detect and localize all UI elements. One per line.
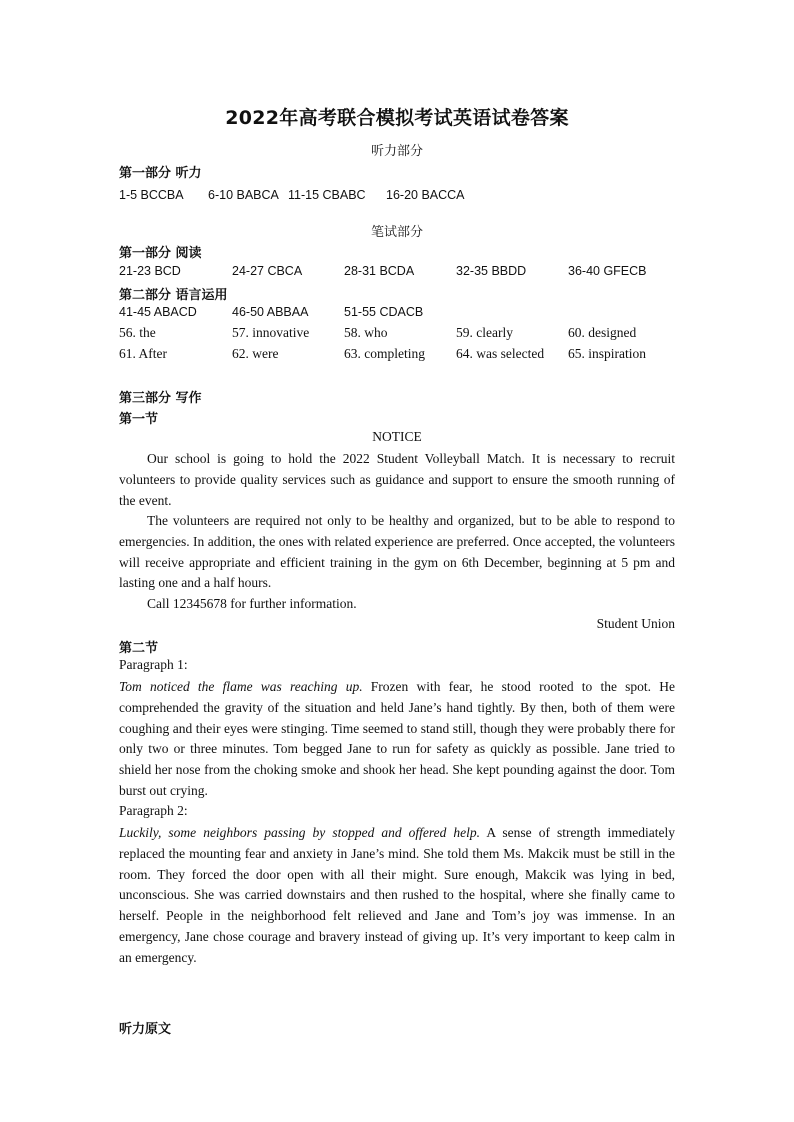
grammar-answer: 59. clearly: [456, 325, 513, 340]
cloze-answer: 46-50 ABBAA: [232, 305, 309, 319]
reading-answer: 28-31 BCDA: [344, 264, 415, 278]
written-section-label: 笔试部分: [370, 225, 423, 240]
language-use-heading: 第二部分 语言运用: [119, 288, 228, 303]
grammar-answer: 63. completing: [344, 346, 425, 361]
grammar-answer: 65. inspiration: [568, 346, 646, 361]
paragraph1-label: Paragraph 1:: [119, 657, 188, 672]
paragraph2-text: [119, 823, 675, 969]
paragraph2-body: A sense of strength immediately replaced the mounting fear and anxiety in Jane’s mind. She told them Ms. Makcik must be still in the room. They forced the door open with all their might. Sure enough, Makcik was lying in bed, unconscious. She was carried downstairs and then rushed to the hospital, where she finally came to herself. People in the neighborhood felt relieved and Jane and Tom’s joy was immense. In an emergency, Jane chose courage and bravery instead of giving up. It’s very important to keep calm in an emergency.: [119, 825, 675, 965]
notice-signature: Student Union: [596, 616, 675, 631]
reading-answer: 36-40 GFECB: [568, 264, 647, 278]
listening-answer: 11-15 CBABC: [288, 188, 366, 202]
reading-answer: 32-35 BBDD: [456, 264, 527, 278]
paragraph1-opening: Tom noticed the flame was reaching up.: [119, 679, 363, 694]
grammar-answer: 62. were: [232, 346, 279, 361]
grammar-answers-row-2: [119, 346, 679, 364]
reading-answers-row: [119, 264, 679, 282]
writing-section1-heading: 第一节: [119, 412, 159, 427]
notice-paragraph-2: The volunteers are required not only to be healthy and organized, but to be able to respond to emergencies. In addition, the ones with related experience are preferred. Once accepted, the volunteers will receive appropriate and efficient training in the gym on 6th December, beginning at 5 pm and lasting one and a half hours.: [119, 513, 675, 591]
reading-answer: 21-23 BCD: [119, 264, 181, 278]
reading-answer: 24-27 CBCA: [232, 264, 303, 278]
cloze-answers-row: [119, 305, 679, 323]
grammar-answer: 60. designed: [568, 325, 637, 340]
notice-paragraph-3: Call 12345678 for further information.: [147, 596, 357, 611]
paragraph2-opening: Luckily, some neighbors passing by stopped and offered help.: [119, 825, 481, 840]
writing-part-heading: 第三部分 写作: [119, 391, 202, 406]
listening-section-label: 听力部分: [370, 144, 423, 159]
grammar-answers-row-1: [119, 325, 679, 343]
paragraph1-body: Frozen with fear, he stood rooted to the spot. He comprehended the gravity of the situation and held Jane’s hand tightly. By then, both of them were coughing and their eyes were stinging. Time seemed to stand still, though they were probably there for only two or three minutes. Tom begged Jane to run for safety as quickly as possible. Jane tried to shield her nose from the choking smoke and shook her head. She kept pounding against the door. Tom burst out crying.: [119, 679, 675, 798]
listening-transcript-heading: 听力原文: [119, 1022, 172, 1037]
grammar-answer: 64. was selected: [456, 346, 545, 361]
listening-part1-heading: 第一部分 听力: [119, 166, 202, 181]
page-title: 2022年高考联合模拟考试英语试卷答案: [225, 107, 569, 129]
cloze-answer: 41-45 ABACD: [119, 305, 197, 319]
paragraph2-label: Paragraph 2:: [119, 803, 188, 818]
grammar-answer: 56. the: [119, 325, 156, 340]
grammar-answer: 61. After: [119, 346, 167, 361]
listening-answer: 1-5 BCCBA: [119, 188, 184, 202]
grammar-answer: 57. innovative: [232, 325, 310, 340]
notice-paragraph-1: Our school is going to hold the 2022 Student Volleyball Match. It is necessary to recruit volunteers to provide quality services such as guidance and support to ensure the smooth running of the event.: [119, 451, 675, 508]
reading-part-heading: 第一部分 阅读: [119, 246, 202, 261]
listening-answer: 6-10 BABCA: [208, 188, 279, 202]
cloze-answer: 51-55 CDACB: [344, 305, 424, 319]
writing-section2-heading: 第二节: [119, 641, 159, 656]
listening-answer: 16-20 BACCA: [386, 188, 465, 202]
paragraph1-text: [119, 677, 675, 802]
grammar-answer: 58. who: [344, 325, 388, 340]
listening-answers-row: [119, 188, 679, 206]
notice-title: NOTICE: [372, 429, 422, 444]
